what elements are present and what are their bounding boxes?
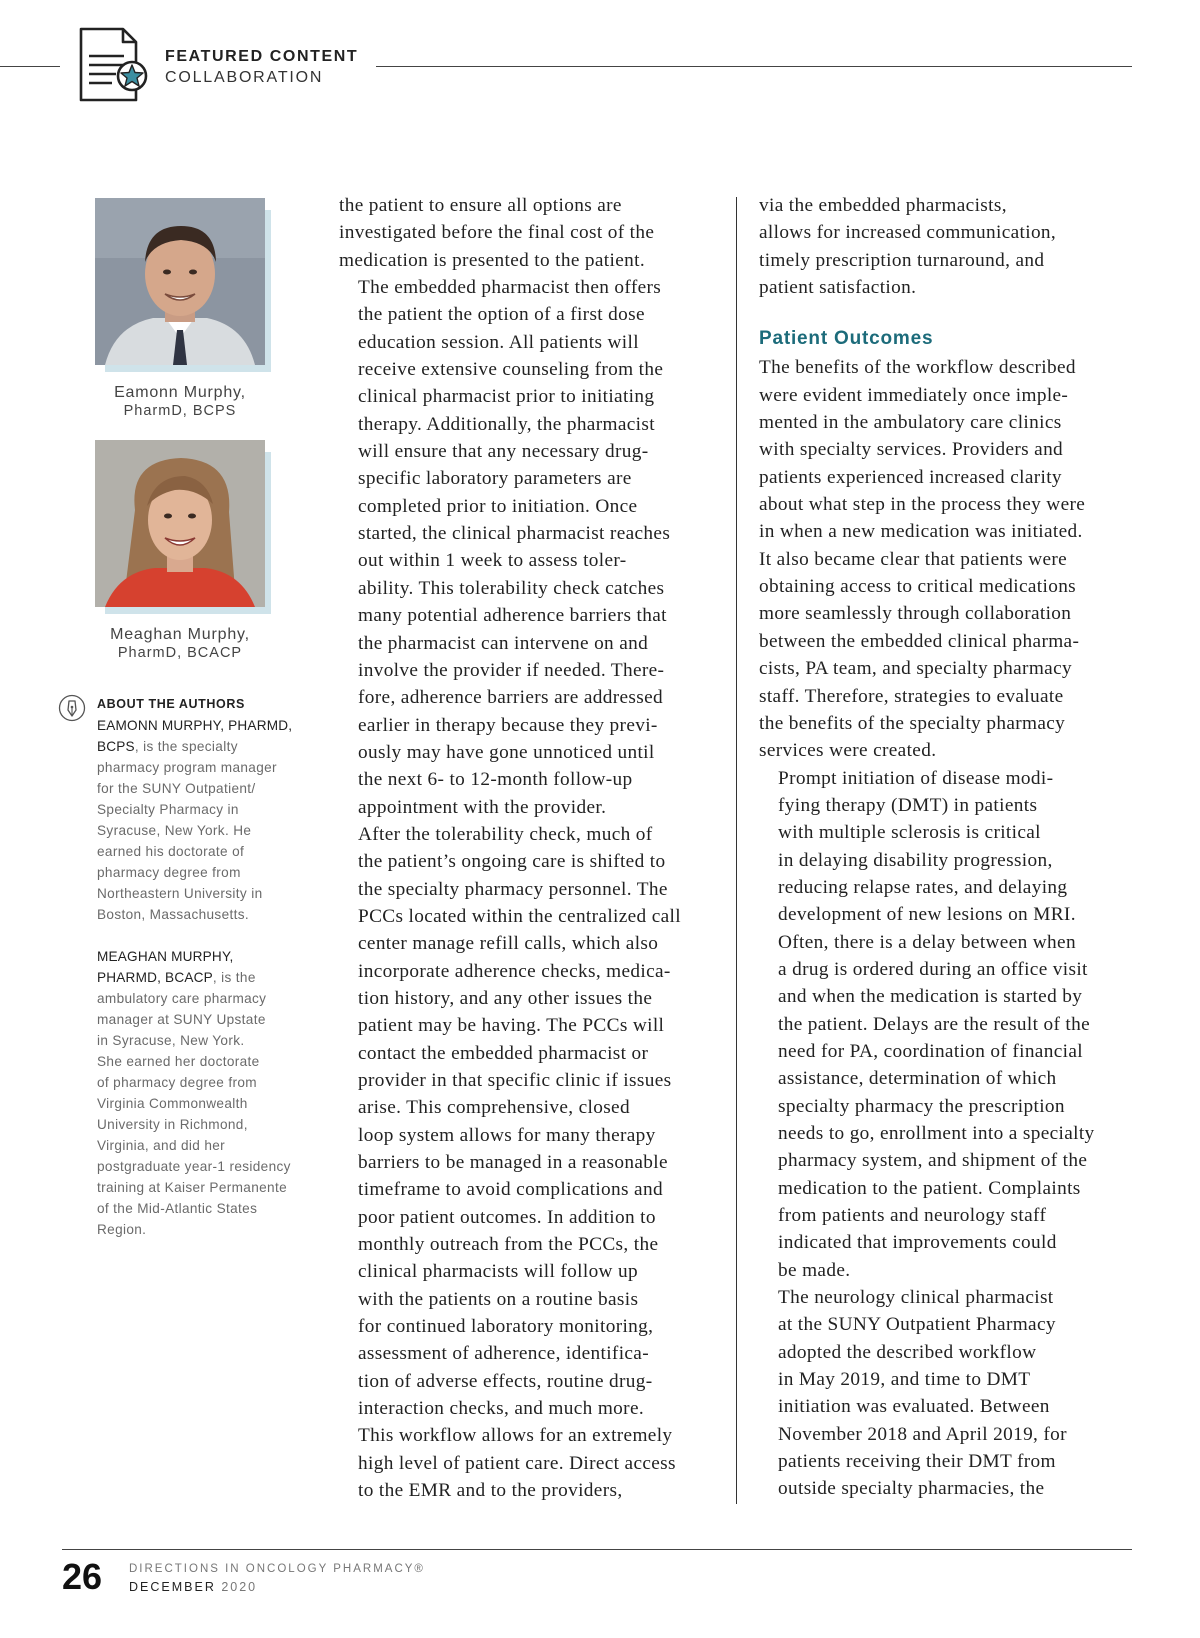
column-divider [736, 197, 737, 1504]
text-line: from patients and neurology staff [778, 1205, 1047, 1227]
text-line: November 2018 and April 2019, for [778, 1423, 1067, 1445]
text-line: obtaining access to critical medications [759, 576, 1077, 598]
text-line: many potential adherence barriers that [358, 605, 667, 627]
bio-meaghan [97, 946, 307, 1240]
text-line: staff. Therefore, strategies to evaluate [759, 685, 1064, 707]
text-line: fying therapy (DMT) in patients [778, 794, 1038, 816]
text-line: completed prior to initiation. Once [358, 495, 638, 517]
bio-text-line: Virginia Commonwealth [97, 1096, 248, 1111]
text-line: ously may have gone unnoticed until [358, 741, 655, 763]
text-line: loop system allows for many therapy [358, 1124, 656, 1146]
text-line: patients receiving their DMT from [778, 1451, 1056, 1473]
text-line: timeframe to avoid complications and [358, 1179, 663, 1201]
author-portrait [95, 440, 265, 607]
bio-text-line: Region. [97, 1222, 147, 1237]
about-title: ABOUT THE AUTHORS [97, 697, 245, 711]
text-line: initiation was evaluated. Between [778, 1396, 1050, 1418]
bio-name-line: BCPS [97, 739, 135, 754]
text-line: earlier in therapy because they previ- [358, 714, 658, 736]
text-line: interaction checks, and much more. [358, 1398, 645, 1420]
text-line: therapy. Additionally, the pharmacist [358, 413, 655, 435]
bio-text-line: Virginia, and did her [97, 1138, 226, 1153]
bio-text-line: postgraduate year-1 residency [97, 1159, 291, 1174]
text-line: patients experienced increased clarity [759, 466, 1062, 488]
bio-text-line: in Syracuse, New York. [97, 1033, 245, 1048]
bio-text-line: for the SUNY Outpatient/ [97, 781, 256, 796]
bio-text-line: of the Mid-Atlantic States [97, 1201, 258, 1216]
text-line: This workflow allows for an extremely [358, 1425, 673, 1447]
issue-date [129, 1580, 257, 1594]
text-line: specialty pharmacy the prescription [778, 1095, 1065, 1117]
text-line: pharmacy system, and shipment of the [778, 1150, 1088, 1172]
text-line: medication is presented to the patient. [339, 249, 645, 271]
text-line: a drug is ordered during an office visit [778, 958, 1088, 980]
text-line: patient satisfaction. [759, 277, 917, 299]
author-photo-meaghan [95, 440, 271, 614]
text-line: reducing relapse rates, and delaying [778, 876, 1068, 898]
author-portrait [95, 198, 265, 365]
text-line: tion history, and any other issues the [358, 987, 653, 1009]
text-line: It also became clear that patients were [759, 548, 1068, 570]
text-line: provider in that specific clinic if issues [358, 1070, 672, 1091]
bio-text-line: pharmacy program manager [97, 760, 277, 775]
text-line: After the tolerability check, much of [358, 823, 653, 845]
footer-rule [62, 1549, 1132, 1550]
text-line: be made. [778, 1259, 851, 1281]
text-line: at the SUNY Outpatient Pharmacy [778, 1314, 1056, 1336]
section-heading: Patient Outcomes [759, 328, 934, 350]
text-line: need for PA, coordination of financial [778, 1040, 1083, 1062]
text-line: receive extensive counseling from the [358, 359, 664, 381]
text-line: the benefits of the specialty pharmacy [759, 712, 1066, 734]
text-line: high level of patient care. Direct access [358, 1452, 676, 1474]
text-line: PCCs located within the centralized call [358, 905, 681, 927]
paragraph [759, 354, 1145, 764]
author-credentials: PharmD, BCACP [117, 645, 243, 661]
text-line: center manage refill calls, which also [358, 933, 659, 955]
text-line: appointment with the provider. [358, 796, 607, 818]
bio-text-line: pharmacy degree from [97, 865, 241, 880]
text-line: allows for increased communication, [759, 222, 1057, 244]
text-line: via the embedded pharmacists, [759, 195, 1007, 216]
text-line: assistance, determination of which [778, 1068, 1057, 1090]
text-line: poor patient outcomes. In addition to [358, 1206, 656, 1228]
text-line: assessment of adherence, identifica- [358, 1343, 649, 1365]
document-star-icon [78, 26, 156, 106]
bio-text-line: of pharmacy degree from [97, 1075, 257, 1090]
text-line: monthly outreach from the PCCs, the [358, 1234, 659, 1256]
text-line: will ensure that any necessary drug- [358, 441, 649, 463]
body-column-left [339, 192, 717, 1505]
bio-text-line: Boston, Massachusetts. [97, 907, 250, 922]
bio-text-line: , is the specialty [134, 739, 238, 754]
author-name: Eamonn Murphy, [114, 384, 246, 401]
paragraph [339, 821, 717, 1505]
text-line: in when a new medication was initiated. [759, 521, 1083, 543]
text-line: contact the embedded pharmacist or [358, 1042, 649, 1064]
header-kicker: FEATURED CONTENT [165, 48, 359, 65]
bio-name-line: EAMONN MURPHY, PHARMD, [97, 718, 293, 733]
bio-text-line: manager at SUNY Upstate [97, 1012, 266, 1027]
publication-name: DIRECTIONS IN ONCOLOGY PHARMACY® [129, 1563, 425, 1575]
text-line: started, the clinical pharmacist reaches [358, 523, 671, 545]
text-line: arise. This comprehensive, closed [358, 1097, 630, 1119]
text-line: investigated before the final cost of the [339, 222, 655, 244]
text-line: The benefits of the workflow described [759, 357, 1076, 379]
text-line: with specialty services. Providers and [759, 439, 1064, 461]
text-line: clinical pharmacists will follow up [358, 1261, 638, 1283]
text-line: ability. This tolerability check catches [358, 577, 665, 599]
author-photo-eamonn [95, 198, 271, 372]
text-line: the patient to ensure all options are [339, 195, 622, 216]
text-line: incorporate adherence checks, medica- [358, 960, 671, 982]
header-section: COLLABORATION [165, 69, 324, 86]
text-line: the patient’s ongoing care is shifted to [358, 851, 666, 873]
text-line: development of new lesions on MRI. [778, 904, 1076, 926]
bio-text-line: training at Kaiser Permanente [97, 1180, 287, 1195]
text-line: about what step in the process they were [759, 494, 1086, 516]
bio-eamonn [97, 715, 307, 925]
header-rule-right [376, 66, 1132, 67]
bio-name-line: PHARMD, BCACP [97, 970, 213, 985]
bio-text-line: Northeastern University in [97, 886, 263, 901]
text-line: adopted the described workflow [778, 1341, 1037, 1363]
header-rule-left [0, 66, 60, 67]
text-line: Prompt initiation of disease modi- [778, 767, 1054, 789]
text-line: were evident immediately once imple- [759, 384, 1069, 406]
text-line: medication to the patient. Complaints [778, 1177, 1081, 1199]
bio-text-line: ambulatory care pharmacy [97, 991, 267, 1006]
bio-text-line: Specialty Pharmacy in [97, 802, 239, 817]
text-line: the patient. Delays are the result of the [778, 1013, 1091, 1035]
paragraph [339, 192, 717, 274]
text-line: for continued laboratory monitoring, [358, 1316, 654, 1338]
bio-text-line: University in Richmond, [97, 1117, 248, 1132]
bio-text-line: Syracuse, New York. He [97, 823, 252, 838]
text-line: timely prescription turnaround, and [759, 249, 1045, 271]
text-line: mented in the ambulatory care clinics [759, 412, 1062, 434]
text-line: the patient the option of a first dose [358, 304, 645, 326]
text-line: the next 6- to 12-month follow-up [358, 769, 633, 791]
text-line: needs to go, enrollment into a specialty [778, 1123, 1095, 1144]
author-credentials: PharmD, BCPS [123, 403, 237, 419]
bio-text-line: She earned her doctorate [97, 1054, 260, 1069]
paragraph [339, 274, 717, 821]
paragraph [759, 1284, 1145, 1503]
text-line: out within 1 week to assess toler- [358, 550, 627, 572]
bio-name-line: MEAGHAN MURPHY, [97, 949, 234, 964]
text-line: Often, there is a delay between when [778, 931, 1076, 953]
author-caption-eamonn [95, 384, 265, 420]
paragraph [759, 192, 1145, 301]
text-line: patient may be having. The PCCs will [358, 1015, 665, 1037]
text-line: The neurology clinical pharmacist [778, 1287, 1054, 1309]
body-column-right [759, 192, 1145, 1503]
about-the-authors [97, 694, 307, 1240]
text-line: with multiple sclerosis is critical [778, 822, 1041, 844]
text-line: the pharmacist can intervene on and [358, 632, 649, 654]
text-line: the specialty pharmacy personnel. The [358, 878, 668, 900]
text-line: in delaying disability progression, [778, 849, 1053, 871]
text-line: with the patients on a routine basis [358, 1288, 639, 1310]
text-line: barriers to be managed in a reasonable [358, 1152, 668, 1174]
text-line: tion of adverse effects, routine drug- [358, 1370, 653, 1392]
pen-icon [58, 694, 86, 722]
text-line: services were created. [759, 740, 937, 762]
text-line: specific laboratory parameters are [358, 468, 632, 490]
text-line: The embedded pharmacist then offers [358, 277, 662, 299]
page-number: 26 [62, 1556, 103, 1597]
paragraph [759, 765, 1145, 1285]
author-caption-meaghan [95, 626, 265, 662]
text-line: in May 2019, and time to DMT [778, 1369, 1031, 1391]
text-line: to the EMR and to the providers, [358, 1480, 623, 1502]
issue-month: DECEMBER [129, 1580, 216, 1594]
text-line: between the embedded clinical pharma- [759, 630, 1080, 652]
text-line: indicated that improvements could [778, 1232, 1057, 1254]
bio-text-line: , is the [212, 970, 256, 985]
author-name: Meaghan Murphy, [110, 626, 250, 643]
text-line: outside specialty pharmacies, the [778, 1478, 1045, 1500]
text-line: and when the medication is started by [778, 986, 1083, 1008]
text-line: cists, PA team, and specialty pharmacy [759, 658, 1072, 680]
issue-year: 2020 [221, 1580, 258, 1594]
text-line: clinical pharmacist prior to initiating [358, 386, 655, 408]
text-line: more seamlessly through collaboration [759, 603, 1072, 625]
text-line: fore, adherence barriers are addressed [358, 687, 664, 709]
text-line: involve the provider if needed. There- [358, 659, 665, 681]
text-line: education session. All patients will [358, 331, 639, 353]
bio-text-line: earned his doctorate of [97, 844, 245, 859]
